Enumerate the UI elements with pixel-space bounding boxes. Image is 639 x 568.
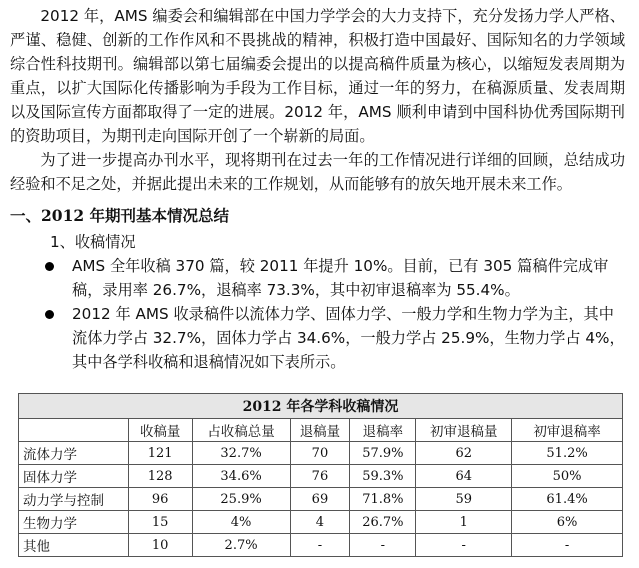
table-header-cell: 退稿率 [350, 419, 416, 442]
table-cell: 62 [416, 442, 512, 465]
table-caption: 2012 年各学科收稿情况 [19, 394, 623, 419]
table-cell: 6% [512, 511, 623, 534]
table-row [19, 511, 623, 534]
table-cell: 15 [128, 511, 192, 534]
table-cell: 69 [290, 488, 350, 511]
table-cell: 76 [290, 465, 350, 488]
table-row-label: 固体力学 [19, 465, 129, 488]
table-cell: 59.3% [350, 465, 416, 488]
table-cell: 64 [416, 465, 512, 488]
summary-paragraph: 为了进一步提高办刊水平，现将期刊在过去一年的工作情况进行详细的回顾，总结成功经验和不足之处，并据此提出未来的工作规划，从而能够有的放矢地开展未来工作。 [10, 151, 625, 193]
table-header-cell [19, 419, 129, 442]
table-cell: - [350, 534, 416, 557]
bullet-item [10, 302, 625, 374]
table-header-cell: 初审退稿量 [416, 419, 512, 442]
table-cell: 121 [128, 442, 192, 465]
table-row-label: 其他 [19, 534, 129, 557]
table-cell: 61.4% [512, 488, 623, 511]
table-cell: - [512, 534, 623, 557]
bullet-text: AMS 全年收稿 370 篇，较 2011 年提升 10%。目前，已有 305 篇稿件完成审稿，录用率 26.7%，退稿率 73.3%，其中初审退稿率为 55.4%。 [72, 257, 609, 299]
bullet-dot-icon [45, 262, 54, 271]
table-row [19, 442, 623, 465]
table-cell: 96 [128, 488, 192, 511]
table-header-cell: 初审退稿率 [512, 419, 623, 442]
bullet-text: 2012 年 AMS 收录稿件以流体力学、固体力学、一般力学和生物力学为主，其中流体力学占 32.7%，固体力学占 34.6%，一般力学占 25.9%，生物力学占 4%，其中各学科收稿和退稿情况如下表所示。 [72, 305, 625, 371]
table-cell: 26.7% [350, 511, 416, 534]
table-row [19, 534, 623, 557]
table-cell: 1 [416, 511, 512, 534]
submissions-table [18, 393, 623, 557]
table-row-label: 动力学与控制 [19, 488, 129, 511]
table-row-label: 流体力学 [19, 442, 129, 465]
table-row [19, 465, 623, 488]
table-cell: 25.9% [192, 488, 290, 511]
table-cell: 2.7% [192, 534, 290, 557]
table-cell: 34.6% [192, 465, 290, 488]
intro-paragraph: 2012 年，AMS 编委会和编辑部在中国力学学会的大力支持下，充分发扬力学人严格、严谨、稳健、创新的工作作风和不畏挑战的精神，积极打造中国最好、国际知名的力学领域综合性科技期刊。编辑部以第七届编委会提出的以提高稿件质量为核心，以缩短发表周期为重点，以扩大国际化传播影响为手段为工作目标，通过一年的努力，在稿源质量、发表周期以及国际宣传方面都取得了一定的进展。2012 年，AMS 顺利申请到中国科协优秀国际期刊的资助项目，为期刊走向国际开创了一个崭新的局面。 [10, 7, 625, 145]
table-cell: 50% [512, 465, 623, 488]
table-cell: 57.9% [350, 442, 416, 465]
subsection-heading: 1、收稿情况 [50, 233, 136, 251]
table-cell: - [290, 534, 350, 557]
table-cell: 51.2% [512, 442, 623, 465]
table-cell: 4% [192, 511, 290, 534]
table-cell: 10 [128, 534, 192, 557]
table-cell: - [416, 534, 512, 557]
table-cell: 128 [128, 465, 192, 488]
table-cell: 71.8% [350, 488, 416, 511]
section-heading: 一、2012 年期刊基本情况总结 [10, 206, 230, 225]
table-header-cell: 占收稿总量 [192, 419, 290, 442]
table-caption-row [19, 394, 623, 419]
document-page [0, 4, 639, 568]
table-header-cell: 收稿量 [128, 419, 192, 442]
bullet-dot-icon [45, 310, 54, 319]
table-cell: 32.7% [192, 442, 290, 465]
table-cell: 4 [290, 511, 350, 534]
bullet-item [10, 254, 625, 302]
table-cell: 70 [290, 442, 350, 465]
table-row [19, 488, 623, 511]
table-row-label: 生物力学 [19, 511, 129, 534]
table-header-cell: 退稿量 [290, 419, 350, 442]
table-header-row [19, 419, 623, 442]
table-cell: 59 [416, 488, 512, 511]
